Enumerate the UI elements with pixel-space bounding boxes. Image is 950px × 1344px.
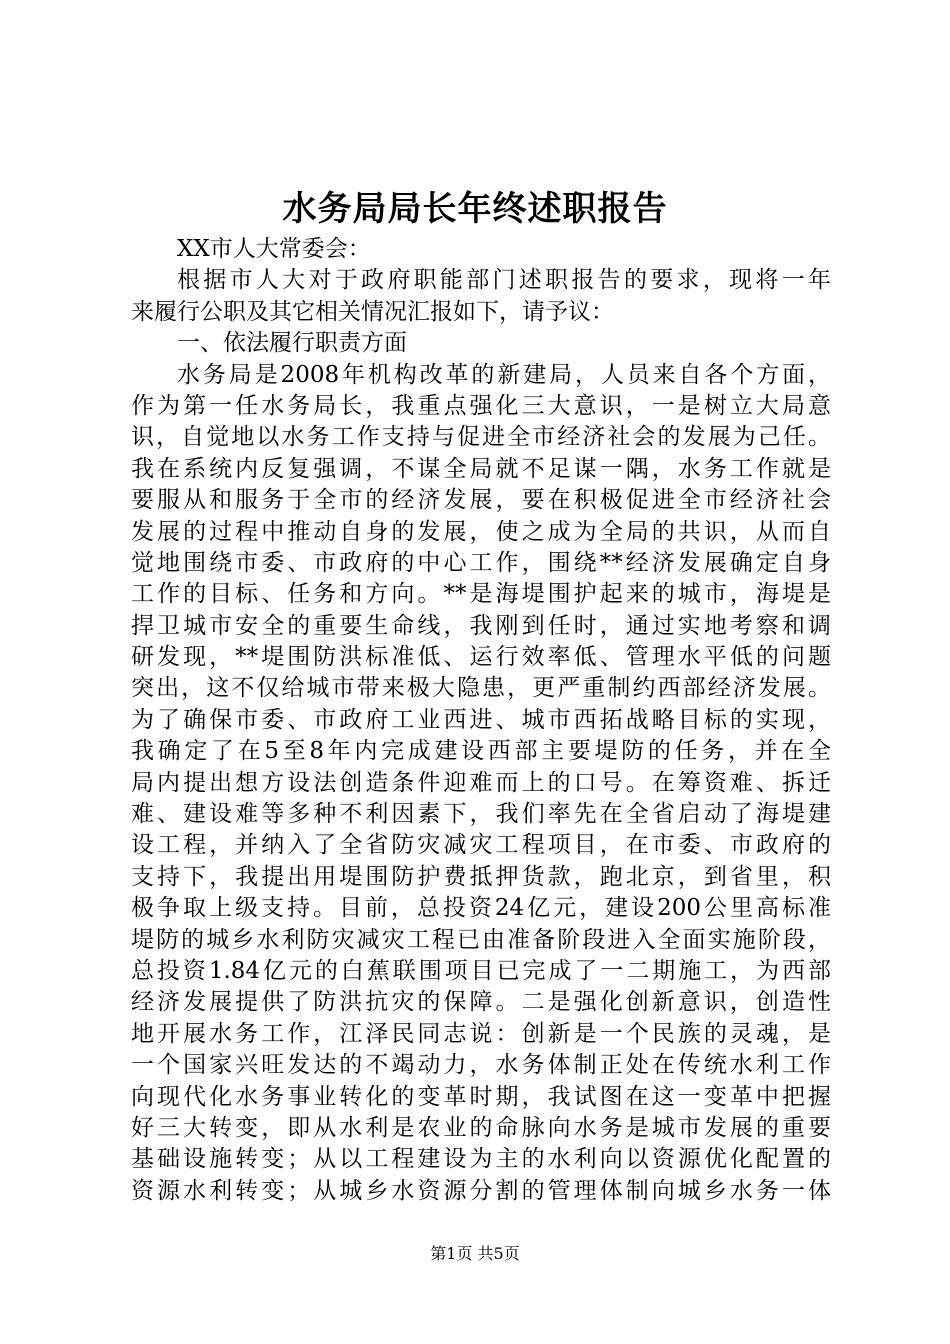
text-line: 作为第一任水务局长，我重点强化三大意识，一是树立大局意 [131,392,831,419]
text-line: 捍卫城市安全的重要生命线，我刚到任时，通过实地考察和调 [131,612,831,639]
text-line: 觉地围绕市委、市政府的中心工作，围绕**经济发展确定自身 [131,549,831,576]
text-line: 识，自觉地以水务工作支持与促进全市经济社会的发展为己任。 [131,424,831,451]
text-line: 为了确保市委、市政府工业西进、城市西拓战略目标的实现， [131,706,831,733]
page-footer: 第1页 共5页 [430,1244,520,1263]
text-line: 支持下，我提出用堤围防护费抵押货款，跑北京，到省里，积 [131,863,831,890]
text-line: 来履行公职及其它相关情况汇报如下，请予议： [131,298,614,325]
text-line: 发展的过程中推动自身的发展，使之成为全局的共识，从而自 [131,518,831,545]
text-line: 我确定了在5至8年内完成建设西部主要堤防的任务，并在全 [131,738,831,765]
text-line: 好三大转变，即从水利是农业的命脉向水务是城市发展的重要 [131,1114,831,1141]
text-line: 向现代化水务事业转化的变革时期，我试图在这一变革中把握 [131,1083,831,1110]
text-line: 地开展水务工作，江泽民同志说：创新是一个民族的灵魂，是 [131,1020,831,1047]
text-line: 突出，这不仅给城市带来极大隐患，更严重制约西部经济发展。 [131,675,831,702]
text-line: 我在系统内反复强调，不谋全局就不足谋一隅，水务工作就是 [131,455,831,482]
text-line: 水务局是2008年机构改革的新建局，人员来自各个方面， [177,361,831,388]
text-line: 设工程，并纳入了全省防灾减灾工程项目，在市委、市政府的 [131,832,831,859]
text-line: 资源水利转变；从城乡水资源分割的管理体制向城乡水务一体 [131,1177,831,1204]
text-line: XX市人大常委会： [177,236,371,262]
text-line: 堤防的城乡水利防灾减灾工程已由准备阶段进入全面实施阶段， [131,926,831,953]
text-line: 一个国家兴旺发达的不竭动力，水务体制正处在传统水利工作 [131,1052,831,1079]
text-line: 一、依法履行职责方面 [177,330,407,357]
text-line: 总投资1.84亿元的白蕉联围项目已完成了一二期施工，为西部 [131,957,831,984]
document-title: 水务局局长年终述职报告 [282,189,668,229]
text-line: 经济发展提供了防洪抗灾的保障。二是强化创新意识，创造性 [131,989,831,1016]
document-body [131,234,831,1207]
text-line: 基础设施转变；从以工程建设为主的水利向以资源优化配置的 [131,1146,831,1173]
text-line: 难、建设难等多种不利因素下，我们率先在全省启动了海堤建 [131,801,831,828]
text-line: 局内提出想方设法创造条件迎难而上的口号。在筹资难、拆迁 [131,769,831,796]
text-line: 要服从和服务于全市的经济发展，要在积极促进全市经济社会 [131,487,831,514]
text-line: 研发现，**堤围防洪标准低、运行效率低、管理水平低的问题 [131,644,831,671]
text-line: 根据市人大对于政府职能部门述职报告的要求，现将一年 [177,267,831,294]
text-line: 工作的目标、任务和方向。**是海堤围护起来的城市，海堤是 [131,581,831,608]
text-line: 极争取上级支持。目前，总投资24亿元，建设200公里高标准 [131,895,831,922]
